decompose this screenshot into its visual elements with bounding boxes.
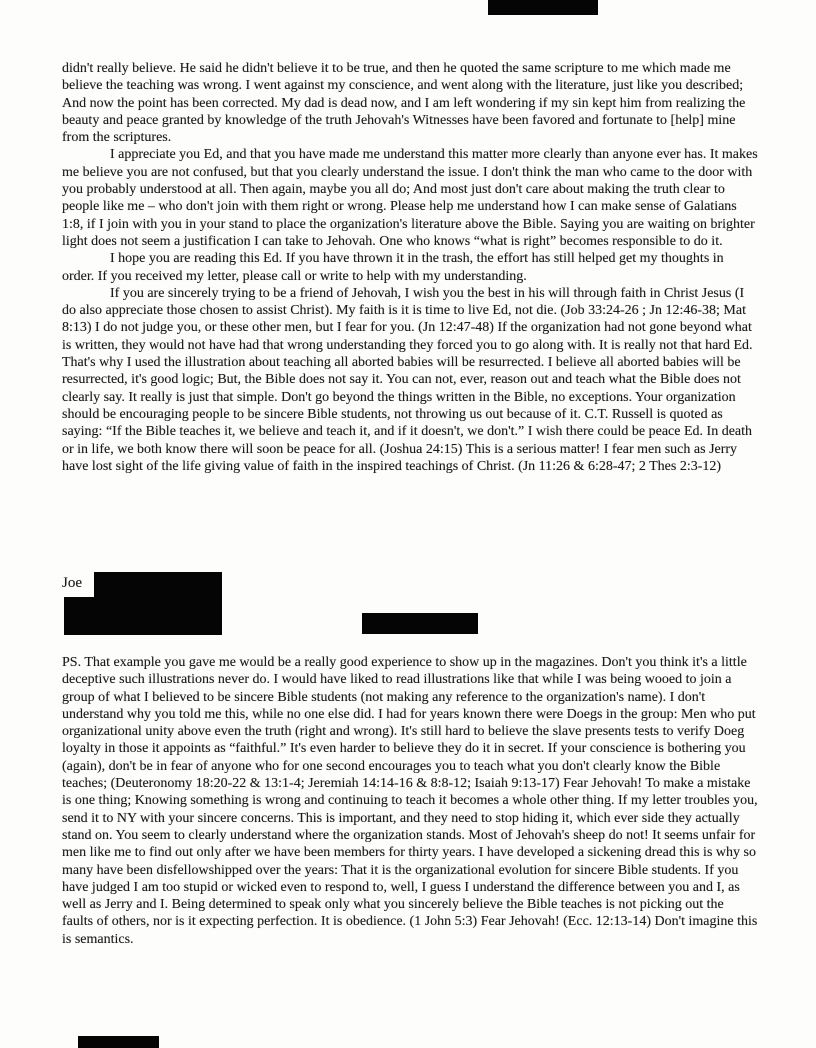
postscript-block [62,654,758,948]
letter-body [62,60,758,475]
letter-paragraph-3: I hope you are reading this Ed. If you have thrown it in the trash, the effort has still helped get my thoughts in order. If you received my letter, please call or write to help with my understanding. [62,251,724,284]
letter-paragraph-4: If you are sincerely trying to be a friend of Jehovah, I wish you the best in his will through faith in Christ Jesus (I do also appreciate those chosen to assist Christ). My faith is it is time to live Ed, not die. (Job 33:24-26 ; Jn 12:46-38; Mat 8:13) I do not judge you, or these other men, but I fear for you. (Jn 12:47-48) If the organization had not gone beyond what is written, they would not have had that wrong understanding they forced you to go along with. It is really not that hard Ed. That's why I used the illustration about teaching all aborted babies will be resurrected. I believe all aborted babies will be resurrected, it's good logic; But, the Bible does not say it. You can not, ever, reason out and teach what the Bible does not clearly say. It really is just that simple. Don't go beyond the things written in the Bible, no exceptions. Your organization should be encouraging people to be sincere Bible students, not throwing us out because of it. C.T. Russell is quoted as saying: “If the Bible teaches it, we believe and teach it, and if it doesn't, we don't.” I wish there could be peace Ed. In death or in life, we both know there will soon be peace for all. (Joshua 24:15) This is a serious matter! I fear men such as Jerry have lost sight of the life giving value of faith in the inspired teachings of Christ. (Jn 11:26 & 6:28-47; 2 Thes 2:3-12) [62,285,753,474]
redaction-bar-signature [94,572,222,635]
redaction-bar-signature-extension [64,597,95,635]
signature-line [62,574,82,592]
redaction-bar-middle [362,613,478,634]
signature-name: Joe [62,575,82,591]
letter-paragraph-2: I appreciate you Ed, and that you have made me understand this matter more clearly than anyone ever has. It makes me believe you are not confused, but that you clearly understand the issue. I don't think the man who came to the door with you probably understood at all. Then again, maybe you all do; And most just don't care about making the truth clear to people like me – who don't join with them right or wrong. Please help me understand how I can make sense of Galatians 1:8, if I join with you in your stand to place the organization's literature above the Bible. Saying you are waiting on brighter light does not seem a justification I can take to Jehovah. One who knows “what is right” becomes responsible to do it. [62,147,758,249]
letter-paragraph-1: didn't really believe. He said he didn't believe it to be true, and then he quoted the same scripture to me which made me believe the teaching was wrong. I went against my conscience, and went along with the literature, just like you described; And now the point has been corrected. My dad is dead now, and I am left wondering if my sin kept him from realizing the beauty and peace granted by knowledge of the truth Jehovah's Witnesses have been favored and fortunate to [help] mine from the scriptures. [62,61,746,146]
postscript-paragraph: PS. That example you gave me would be a really good experience to show up in the magazines. Don't you think it's a little deceptive such illustrations never do. I would have liked to read illustrations like that while I was being wooed to join a group of what I believed to be sincere Bible students (not making any reference to the organization's name). I don't understand why you told me this, while no one else did. I had for years known there were Doegs in the group: Men who put organizational unity above even the truth (right and wrong). It's still hard to believe the slave presents tests to verify Doeg loyalty in those it appoints as “faithful.” It's even harder to believe they do it in secret. If your conscience is bothering you (again), don't be in fear of anyone who for one second encourages you to teach what you don't clearly know the Bible teaches; (Deuteronomy 18:20-22 & 13:1-4; Jeremiah 14:14-16 & 8:8-12; Isaiah 9:13-17) Fear Jehovah! To make a mistake is one thing; Knowing something is wrong and continuing to teach it becomes a whole other thing. If my letter troubles you, send it to NY with your sincere concerns. This is important, and they need to stop hiding it, which ever side they actually stand on. You seem to clearly understand where the organization stands. Most of Jehovah's sheep do not! It seems unfair for men like me to find out only after we have been members for thirty years. I have developed a sickening dread this is why so many have been disfellowshipped over the years: That it is the organizational evolution for sincere Bible students. If you have judged I am too stupid or wicked even to respond to, well, I guess I understand the difference between you and I, as well as Jerry and I. Being determined to speak only what you sincerely believe the Bible teaches is not picking out the faults of others, nor is it expecting perfection. It is obedience. (1 John 5:3) Fear Jehovah! (Ecc. 12:13-14) Don't imagine this is semantics. [62,655,758,947]
redaction-bar-top-right [488,0,598,15]
redaction-bar-bottom-left [78,1036,159,1048]
